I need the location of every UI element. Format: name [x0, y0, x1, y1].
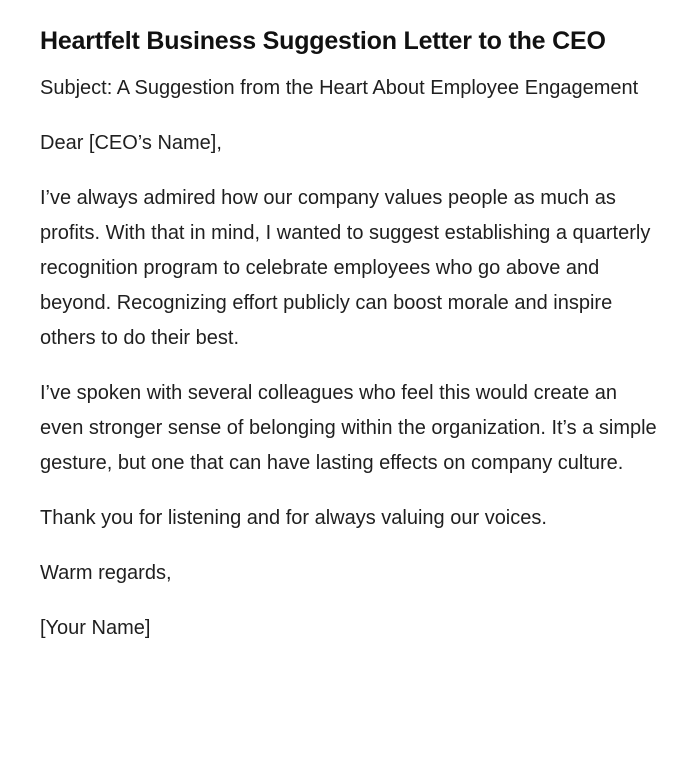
letter-body-paragraph-3: Thank you for listening and for always valuing our voices.	[40, 507, 547, 529]
letter-body-paragraph-1: I’ve always admired how our company values people as much as profits. With that in mind, I wanted to suggest establishing a quarterly recognition program to celebrate employees who go above and beyond. Recognizing effort publicly can boost morale and inspire others to do their best.	[40, 187, 651, 349]
letter-body-paragraph-2: I’ve spoken with several colleagues who feel this would create an even stronger sense of belonging within the organization. It’s a simple gesture, but one that can have lasting effects on company culture.	[40, 382, 657, 474]
letter-salutation: Dear [CEO’s Name],	[40, 132, 222, 154]
letter-subject: Subject: A Suggestion from the Heart About Employee Engagement	[40, 77, 639, 99]
letter-signature: [Your Name]	[40, 617, 151, 639]
letter-closing: Warm regards,	[40, 562, 172, 584]
letter-title: Heartfelt Business Suggestion Letter to the CEO	[40, 27, 606, 55]
